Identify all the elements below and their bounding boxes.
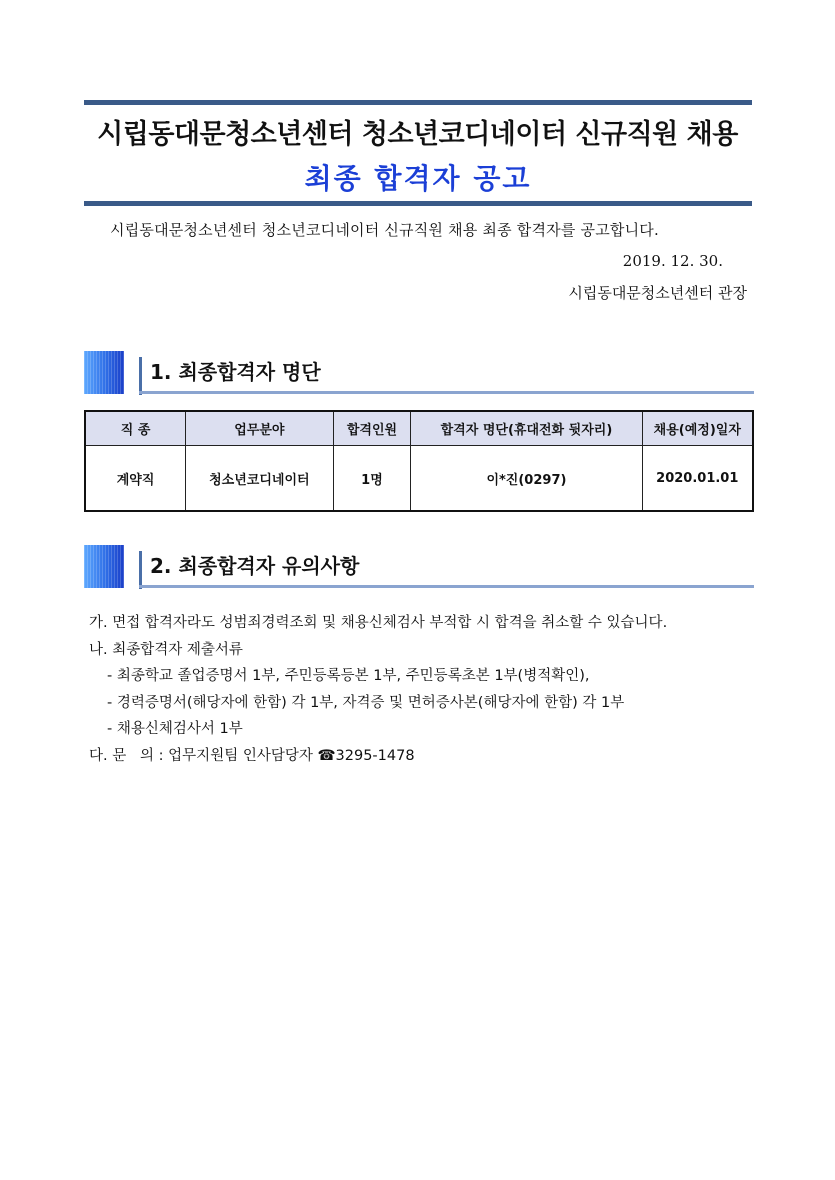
page-title: 시립동대문청소년센터 청소년코디네이터 신규직원 채용 bbox=[97, 119, 738, 150]
table-row bbox=[85, 446, 753, 512]
section-2-header bbox=[84, 545, 754, 589]
section-underline bbox=[139, 391, 754, 394]
header-finalist-list: 합격자 명단(휴대전화 뒷자리) bbox=[411, 411, 642, 446]
contact-phone: 3295-1478 bbox=[335, 747, 415, 764]
cell-job-type: 계약직 bbox=[85, 446, 186, 512]
section-2-title: 2. 최종합격자 유의사항 bbox=[150, 554, 360, 578]
section-marker-icon bbox=[84, 351, 124, 394]
cell-work-field: 청소년코디네이터 bbox=[186, 446, 333, 512]
section-divider bbox=[139, 357, 142, 395]
section-underline bbox=[139, 585, 754, 588]
cell-finalist: 이*진(0297) bbox=[411, 446, 642, 512]
issuer-name: 시립동대문청소년센터 관장 bbox=[568, 284, 747, 302]
page-subtitle: 최종 합격자 공고 bbox=[304, 162, 532, 195]
note-na-item: - 경력증명서(해당자에 한함) 각 1부, 자격증 및 면허증사본(해당자에 한함) 각 1부 bbox=[107, 694, 625, 711]
note-ga: 가. 면접 합격자라도 성범죄경력조회 및 채용신체검사 부적합 시 합격을 취소할 수 있습니다. bbox=[89, 615, 668, 631]
intro-text: 시립동대문청소년센터 청소년코디네이터 신규직원 채용 최종 합격자를 공고합니다. bbox=[110, 221, 659, 239]
announcement-date: 2019. 12. 30. bbox=[622, 252, 723, 270]
section-marker-icon bbox=[84, 545, 124, 588]
note-da bbox=[89, 743, 667, 770]
cell-hire-date: 2020.01.01 bbox=[642, 446, 753, 512]
header-headcount: 합격인원 bbox=[333, 411, 411, 446]
table-header-row bbox=[85, 411, 753, 446]
phone-icon: ☎ bbox=[317, 747, 336, 764]
note-na: 나. 최종합격자 제출서류 bbox=[89, 641, 243, 658]
cell-headcount: 1명 bbox=[333, 446, 411, 512]
top-rule-lower bbox=[84, 201, 752, 206]
header-hire-date: 채용(예정)일자 bbox=[642, 411, 753, 446]
finalist-table bbox=[84, 410, 754, 512]
note-na-item: - 최종학교 졸업증명서 1부, 주민등록등본 1부, 주민등록초본 1부(병적확인), bbox=[107, 668, 590, 684]
note-na-item: - 채용신체검사서 1부 bbox=[107, 721, 243, 737]
section-divider bbox=[139, 551, 142, 589]
notes-list bbox=[89, 610, 667, 769]
header-job-type: 직 종 bbox=[85, 411, 186, 446]
note-da-label: 다. 문 의 : 업무지원팀 인사담당자 bbox=[89, 747, 318, 764]
section-1-header bbox=[84, 351, 754, 395]
section-1-title: 1. 최종합격자 명단 bbox=[150, 360, 321, 384]
top-rule-upper bbox=[84, 100, 752, 105]
header-work-field: 업무분야 bbox=[186, 411, 333, 446]
